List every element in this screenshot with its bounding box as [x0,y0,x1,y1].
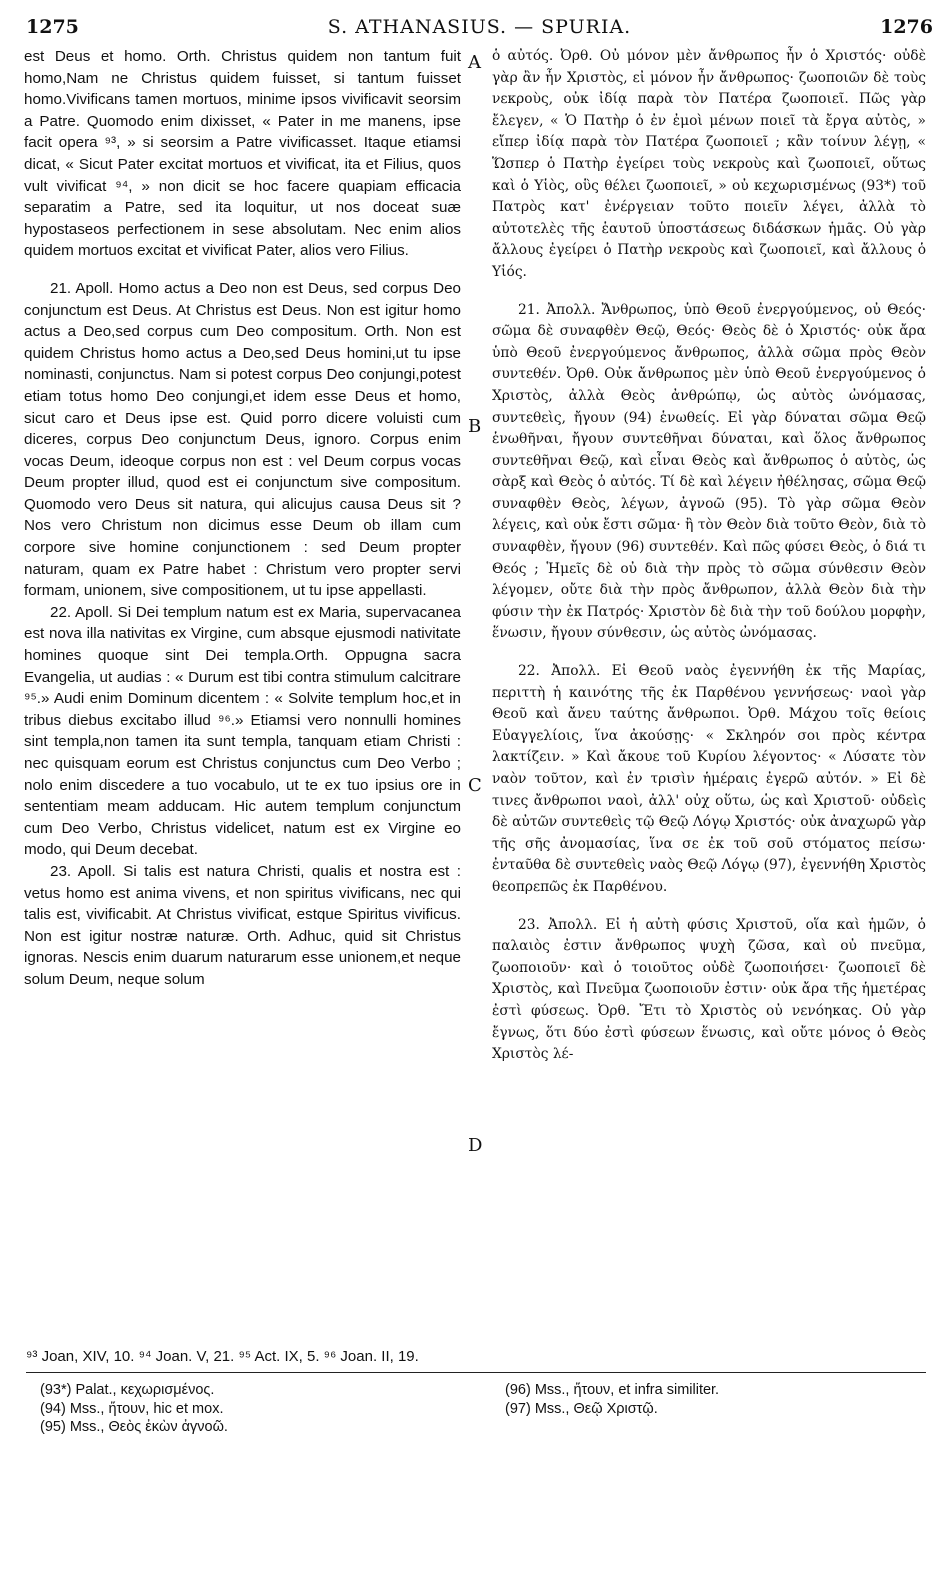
section-marker-c: C [468,775,482,796]
greek-column [492,46,926,1066]
section-marker-a: A [468,52,481,73]
latin-column [24,46,461,991]
page-header [26,16,933,44]
greek-paragraph: 21. Ἀπολλ. Ἄνθρωπος, ὑπὸ Θεοῦ ἐνεργούμενος, οὐ Θεός· σῶμα δὲ συναφθὲν Θεῷ, Θεός· Θεὸς δὲ ὁ Χριστός· οὐκ ἄρα ὑπὸ Θεοῦ ἐνεργούμενος ἄνθρωπος, ἀλλὰ σῶμα πρὸς Θεὸν συντεθέν. Ὀρθ. Οὐκ ἄνθρωπος μὲν ὑπὸ Θεοῦ ἐνεργούμενος ὁ Χριστὸς, ἀλλὰ Θεὸς ἀνθρώπῳ, ὡς αὐτὸς ὠνόμασας, συντεθεὶς, ἤγουν (94) ἑνωθείς. Εἰ γὰρ δύναται σῶμα Θεῷ ἑνωθῆναι, ἤγουν συντεθῆναι δύναται, καὶ ὅλος ἄνθρωπος συντεθῆναι Θεῷ, καὶ εἶναι Θεὸς καὶ ἄνθρωπος ὁ αὐτὸς, ὡς σὰρξ καὶ Θεὸς ὁ αὐτός. Τί δὲ καὶ λέγειν ἠθέλησας, σῶμα Θεῷ συναφθὲν Θεὸς, λέγων, ἀγνοῶ (95). Τὸ γὰρ σῶμα Θεὸν λέγεις, καὶ οὐκ ἔστι σῶμα· ἢ τὸν Θεὸν διὰ τοῦτο Θεὸν, διὰ τὸ συναφθὲν, ἤγουν (96) συντεθέν. Καὶ πῶς φύσει Θεὸς, ὁ διά τι Θεός ; Ἡμεῖς δὲ οὐ διὰ τὴν πρὸς τὸ σῶμα σύνθεσιν Θεὸν λέγομεν, οὔτε διὰ τὴν πρὸς ἄνθρωπον, ἀλλὰ Θεὸν διὰ τὴν φύσιν τὴν ἐκ Πατρός· Χριστὸν δὲ διὰ τὴν τοῦ δούλου μορφὴν, ἕνωσιν, ἤγουν σύνθεσιν, ὡς αὐτὸς ὠνόμασας. [492,301,926,642]
latin-paragraph: est Deus et homo. Orth. Christus quidem non tantum fuit homo,Nam ne Christus quidem fuisset, si tantum fuisset homo.Vivificans tamen mortuos, minime ipsos vivificavit seorsim a Patre. Quomodo enim dixisset, « Pater in me manens, ipse facit opera ⁹³, » si seorsim a Patre vivificasset. Itaque etiamsi dicat, « Sicut Pater excitat mortuos et vivificat, ita et Filius, quos vult vivificat ⁹⁴, » non dicit se hoc facere quapiam efficacia separatim a Patre, sed ita loquitur, ut nos doceat suæ hypostaseos perfectionem in sese absolutam. Nec enim alios quidem mortuos excitat et vivificat Pater, alios vero Filius. [24,48,461,260]
page-number-right: 1276 [880,16,933,38]
latin-paragraph: 22. Apoll. Si Dei templum natum est ex Maria, supervacanea est nova illa nativitas ex Virgine, cum absque ejusmodi nativitate homines quoque sint Dei templa.Orth. Oppugna sacra Evangelia, ut audias : « Durum est tibi contra stimulum calcitrare ⁹⁵.» Audi enim Dominum dicentem : « Solvite templum hoc,et in tribus diebus excitabo illud ⁹⁶.» Etiamsi vero nonnulli homines sint templa,non tamen ita sunt templa, tanquam etiam Christi : nec quisquam eorum est Christus conjunctus cum Deo Verbo ; nolo enim discedere a tuo vocabulo, ut te ex tuo ipsius ore in sententiam meam adducam. Hic autem templum conjunctum cum Deo Verbo, Christus videlicet, natum est ex Virgine eo modo, qui Deum decebat. [24,603,461,859]
footnote: (94) Mss., ἤτουν, hic et mox. [40,1400,224,1417]
latin-paragraph: 21. Apoll. Homo actus a Deo non est Deus, sed corpus Deo conjunctum est Deus. At Christus est Deus. Non est igitur homo actus a Deo,sed corpus cum Deo compositum. Orth. Non est quidem Christus homo actus a Deo,sed Deus homini,ut tu ipse nominasti, conjunctus. Nam si potest corpus Deo conjungi,potest etiam totus homo Deo conjungi,et idem esse Deus et homo, sicut caro et Deus ipse est. Quid porro dicere voluisti cum diceres, corpus Deo conjunctum Deus, ignoro. Corpus enim vocas Deum, ideoque corpus non est : vel Deum corpus vocas Deum propter illud, quod est ei conjunctum sive compositum. Quomodo vero Deus sit natura, qui alicujus causa Deus sit ? Nos vero Christum non dicimus esse Deum ob illam cum corpore sive homine conjunctionem : sed Deum propter naturam, quam ex Patre habet : Christum vero propter servi formam, unionem, sive compositionem, ut tu ipse appellasti. [24,279,461,600]
greek-paragraph: ὁ αὐτός. Ὀρθ. Οὐ μόνον μὲν ἄνθρωπος ἦν ὁ Χριστός· οὐδὲ γὰρ ἂν ἦν Χριστὸς, εἰ μόνον ἦν ἄνθρωπος· ζωοποιῶν δὲ τοὺς νεκροὺς, οὐκ ἰδίᾳ παρὰ τὸν Πατέρα ζωοποιεῖ. Πῶς γὰρ ἔλεγεν, « Ὁ Πατὴρ ὁ ἐν ἐμοὶ μένων ποιεῖ τὰ ἔργα αὐτὸς, » εἴπερ ἰδίᾳ παρὰ τὸν Πατέρα ζωοποιεῖ ; κἂν τοίνυν λέγῃ, « Ὥσπερ ὁ Πατὴρ ἐγείρει τοὺς νεκροὺς καὶ ζωοποιεῖ, οὕτως καὶ ὁ Υἱὸς, οὓς θέλει ζωοποιεῖ, » οὐ κεχωρισμένως (93*) τοῦ Πατρὸς κατ' ἐνέργειαν τοῦτο ποιεῖν λέγει, ἀλλὰ τὸ αὐτοτελὲς τῆς ἑαυτοῦ ὑποστάσεως διδάσκων ἡμᾶς. Οὐ γὰρ ἄλλους ἐγείρει ὁ Πατὴρ νεκροὺς καὶ ζωοποιεῖ, καὶ ἄλλους ὁ Υἱός. [492,48,926,280]
page-number-left: 1275 [26,16,79,38]
running-title: S. ATHANASIUS. — SPURIA. [327,16,632,38]
greek-paragraph: 23. Ἀπολλ. Εἰ ἡ αὐτὴ φύσις Χριστοῦ, οἵα καὶ ἡμῶν, ὁ παλαιὸς ἐστιν ἄνθρωπος ψυχὴ ζῶσα, καὶ οὐ πνεῦμα, ζωοποιοῦν· καὶ ὁ τοιοῦτος οὐδὲ ζωοποιήσει· ζωοποιεῖ δὲ Χριστὸς, καὶ Πνεῦμα ζωοποιοῦν ἐστιν· οὐκ ἄρα τῆς ἡμετέρας ἐστὶ φύσεως. Ὀρθ. Ἔτι τὸ Χριστὸς οὐ νενόηκας. Οὐ γὰρ ἔγνως, ὅτι δύο ἐστὶ φύσεων ἕνωσις, καὶ οὔτε μόνος ὁ Θεὸς Χριστὸς λέ- [492,916,926,1063]
latin-paragraph: 23. Apoll. Si talis est natura Christi, qualis et nostra est : vetus homo est anima vivens, et non spiritus vivificans, nec qui talis est, vivificabit. At Christus vivificat, estque Spiritus vivificus. Non est igitur nostræ naturæ. Orth. Adhuc, quid sit Christus ignoras. Nescis enim duarum naturarum esse unionem,et neque solum Deum, neque solum [24,862,461,988]
section-marker-b: B [468,416,482,437]
greek-paragraph: 22. Ἀπολλ. Εἰ Θεοῦ ναὸς ἐγεννήθη ἐκ τῆς Μαρίας, περιττὴ ἡ καινότης τῆς ἐκ Παρθένου γεννήσεως· ναοὶ γὰρ Θεοῦ καὶ ἄνευ ταύτης ἄνθρωποι. Ὀρθ. Μάχου τοῖς θείοις Εὐαγγελίοις, ἵνα ἀκούσῃς· « Σκληρόν σοι πρὸς κέντρα λακτίζειν. » Καὶ ἄκουε τοῦ Κυρίου λέγοντος· « Λύσατε τὸν ναὸν τοῦτον, καὶ ἐν τρισὶν ἡμέραις ἐγερῶ αὐτόν. » Εἰ δὲ τινες ἄνθρωποι ναοὶ, ἀλλ' οὐχ οὕτω, ὡς καὶ Χριστοῦ· οὐδεὶς δὲ αὐτῶν συντεθεὶς τῷ Θεῷ Λόγῳ Χριστός· οὐκ ἀναχωρῶ γὰρ τῆς σῆς ἀνομασίας, ἵνα σε ἐκ τοῦ σοῦ στόματος πείσω· ἐνταῦθα δὲ συντεθεὶς ναὸς Θεῷ Λόγῳ (97), ἐγεννήθη Χριστὸς θεοπρεπῶς ἐκ Παρθένου. [492,663,926,895]
footnotes-left [40,1381,480,1437]
footnote-divider [26,1372,926,1373]
footnotes-right [505,1381,925,1418]
footnote: (96) Mss., ἤτουν, et infra similiter. [505,1382,720,1398]
footnote: (93*) Palat., κεχωρισμένος. [40,1382,215,1398]
footnote: (97) Mss., Θεῷ Χριστῷ. [505,1400,658,1417]
scripture-references: ⁹³ Joan, XIV, 10. ⁹⁴ Joan. V, 21. ⁹⁵ Act. IX, 5. ⁹⁶ Joan. II, 19. [26,1348,419,1365]
footnote: (95) Mss., Θεὸς ἐκὼν ἀγνοῶ. [40,1419,228,1435]
section-marker-d: D [468,1135,483,1156]
